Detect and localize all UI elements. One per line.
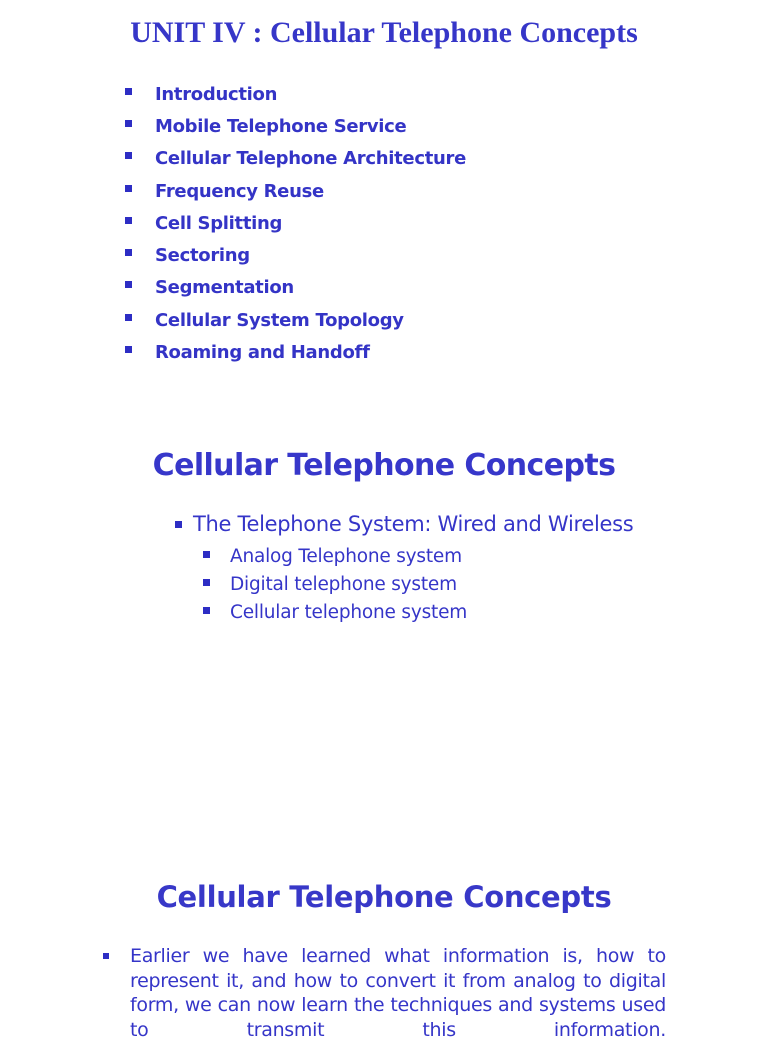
list-item — [125, 272, 466, 304]
main-list-item — [175, 512, 633, 536]
square-bullet-icon — [203, 551, 210, 558]
square-bullet-icon — [203, 579, 210, 586]
slide-3-title: Cellular Telephone Concepts — [156, 880, 612, 914]
sub-list-item-label: Digital telephone system — [230, 573, 457, 595]
list-item-label: Roaming and Handoff — [155, 342, 370, 364]
sub-list-item — [203, 570, 467, 598]
list-item-label: Cellular Telephone Architecture — [155, 148, 467, 170]
list-item — [125, 304, 466, 336]
list-item — [125, 78, 466, 110]
sub-list-item — [203, 598, 467, 626]
slide-2-title: Cellular Telephone Concepts — [152, 448, 616, 483]
square-bullet-icon — [175, 521, 182, 528]
list-item-label: Frequency Reuse — [155, 180, 324, 202]
square-bullet-icon — [125, 249, 132, 256]
list-item-label: Cellular System Topology — [155, 309, 404, 331]
square-bullet-icon — [203, 607, 210, 614]
list-item — [125, 175, 466, 207]
slide-3 — [0, 850, 768, 1041]
slide-2 — [0, 380, 768, 850]
square-bullet-icon — [125, 120, 132, 127]
sub-list — [203, 542, 467, 626]
list-item — [125, 336, 466, 368]
list-item-label: Segmentation — [155, 277, 294, 299]
list-item-label: Mobile Telephone Service — [155, 115, 407, 137]
topic-list — [125, 78, 466, 369]
paragraph-line: form, we can now learn the techniques and systems used — [130, 994, 666, 1016]
sub-list-item — [203, 542, 467, 570]
list-item — [125, 110, 466, 142]
list-item — [125, 207, 466, 239]
square-bullet-icon — [125, 314, 132, 321]
square-bullet-icon — [125, 346, 132, 353]
paragraph-line: represent it, and how to convert it from analog to digital — [130, 969, 666, 992]
square-bullet-icon — [125, 152, 132, 159]
sub-list-item-label: Analog Telephone system — [230, 545, 462, 567]
main-list-item-label: The Telephone System: Wired and Wireless — [193, 512, 634, 536]
sub-list-item-label: Cellular telephone system — [230, 601, 468, 623]
slide-1 — [0, 0, 768, 380]
square-bullet-icon — [125, 281, 132, 288]
list-item — [125, 239, 466, 271]
square-bullet-icon — [125, 217, 132, 224]
square-bullet-icon — [103, 953, 109, 959]
square-bullet-icon — [125, 88, 132, 95]
list-item — [125, 143, 466, 175]
list-item-label: Cell Splitting — [155, 212, 283, 234]
list-item-label: Sectoring — [155, 245, 250, 267]
slide-1-title: UNIT IV : Cellular Telephone Concepts — [130, 16, 638, 49]
paragraph-item — [103, 944, 666, 1042]
list-item-label: Introduction — [155, 83, 278, 105]
square-bullet-icon — [125, 185, 132, 192]
paragraph-text — [130, 944, 666, 1042]
paragraph-line: to transmit this information. — [130, 1018, 666, 1041]
paragraph-line: Earlier we have learned what information is, how to — [130, 945, 666, 967]
